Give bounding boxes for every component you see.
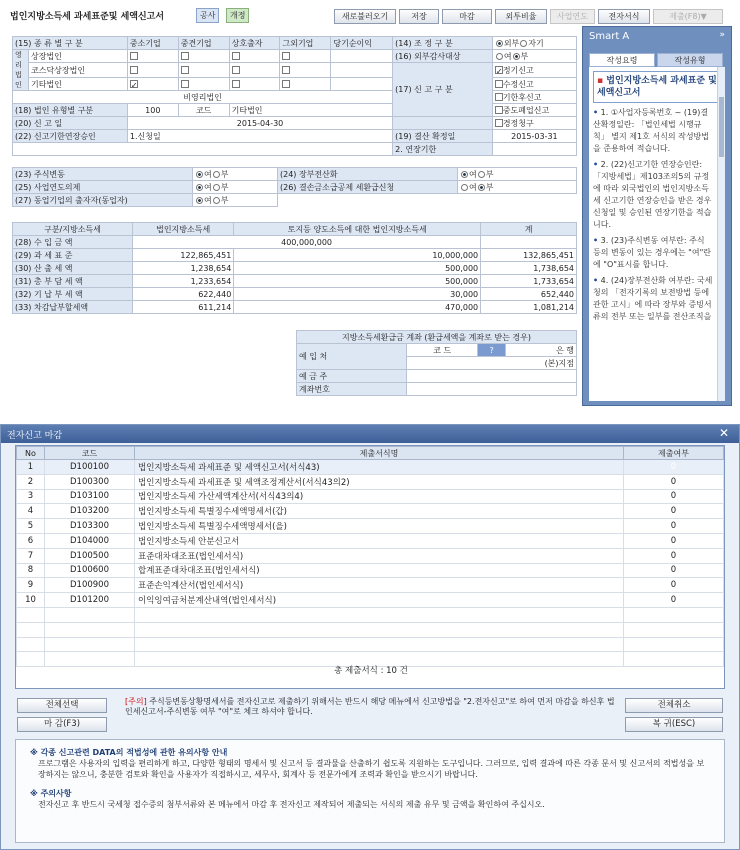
- tax-row-label: (33) 차감납부할세액: [13, 301, 133, 314]
- checkbox[interactable]: [181, 66, 189, 74]
- badge-blue[interactable]: 공사: [196, 8, 219, 23]
- foreign-ratio-button[interactable]: 외투비율: [495, 9, 547, 24]
- r18-name: 기타법인: [229, 104, 393, 117]
- reload-button[interactable]: 새로불러오기: [334, 9, 396, 24]
- caution-body: 전자신고 후 반드시 국세청 접수증의 첨부서류와 본 메뉴에서 마감 후 전자신고 제작되어 제출되는 서식의 제출 유무 및 금액을 확인하여 주십시오.: [38, 800, 545, 809]
- checkbox-amended[interactable]: [495, 80, 503, 88]
- row-kosdaq: 코스닥상장법인: [29, 63, 128, 78]
- table-row[interactable]: 6 D104000 법인지방소득세 안분신고서 0: [17, 533, 724, 548]
- table-row[interactable]: 4 D103200 법인지방소득세 특별징수세액명세서(갑) 0: [17, 504, 724, 519]
- col-submitted[interactable]: 제출여부: [624, 447, 724, 460]
- refund-account-field[interactable]: [407, 383, 577, 396]
- table-row[interactable]: 3 D103100 법인지방소득세 가산세액계산서(서식43의4) 0: [17, 489, 724, 504]
- smart-scrollbar[interactable]: [717, 67, 725, 401]
- r18-code-label: 코드: [178, 104, 229, 117]
- submit-dropdown-button[interactable]: 제출(F8)▼: [653, 9, 723, 24]
- r19-value[interactable]: 2015-03-31: [492, 130, 576, 143]
- tax-header: 법인지방소득세: [133, 223, 234, 236]
- r20-value[interactable]: 2015-04-30: [127, 117, 392, 130]
- tax-cell: 1,733,654: [481, 275, 577, 288]
- r26-label: (26) 결손금소급공제 세환급신청: [278, 181, 458, 194]
- dialog-title: 전자신고 마감: [7, 431, 63, 441]
- caution-heading: ※ 주의사항: [30, 789, 72, 798]
- radio-r14-self[interactable]: [520, 40, 527, 47]
- table-row[interactable]: 7 D100500 표준대차대조표(법인세서식) 0: [17, 548, 724, 563]
- radio-r16-yes[interactable]: [496, 53, 503, 60]
- col-sme: 중소기업: [127, 37, 178, 50]
- r19-label: (19) 결산 확정일: [393, 130, 493, 143]
- tax-cell: 132,865,451: [481, 249, 577, 262]
- form-list-grid: [15, 445, 725, 689]
- refund-title: 지방소득세환급금 계좌 (환급세액을 계좌로 받는 경우): [297, 331, 577, 344]
- checkbox-closure[interactable]: [495, 106, 503, 114]
- warning-text: [주의] 주식등변동상황명세서를 전자신고로 제출하기 위해서는 반드시 해당 메뉴에서 신고방법을 "2.전자신고"로 하여 먼저 마감을 하신후 법인세신고서-주식변동 여부 "여"로 체크 하셔야 합니다.: [125, 697, 615, 716]
- checkbox-late[interactable]: [495, 93, 503, 101]
- notice-box: [15, 739, 725, 843]
- r14-label: (14) 조 정 구 분: [393, 37, 493, 50]
- radio-r16-no[interactable]: [513, 53, 520, 60]
- radio-yes[interactable]: [196, 184, 203, 191]
- radio-yes[interactable]: [461, 171, 468, 178]
- checkbox[interactable]: [232, 66, 240, 74]
- smart-tabs: [589, 53, 725, 67]
- tip-item: • 3. (23)주식변동 여부란: 주식 등의 변동이 있는 경우에는 "여"란에 "O"표시를 합니다.: [593, 236, 711, 269]
- tax-row-label: (29) 과 세 표 준: [13, 249, 133, 262]
- checkbox[interactable]: [181, 80, 189, 88]
- r16-label: (16) 외부감사대상: [393, 50, 493, 63]
- tax-table: [12, 222, 577, 314]
- checkbox[interactable]: [181, 52, 189, 60]
- table-row[interactable]: 10 D101200 이익잉여금처분계산내역(법인세서식) 0: [17, 593, 724, 608]
- total-count: 총 제출서식 : 10 건: [334, 666, 408, 676]
- tax-cell: 652,440: [481, 288, 577, 301]
- e-form-button[interactable]: 전자서식: [598, 9, 650, 24]
- tax-cell[interactable]: 1,238,654: [133, 262, 234, 275]
- checkbox[interactable]: [282, 80, 290, 88]
- refund-branch-label: (본)지점: [407, 357, 577, 370]
- notice-heading: ※ 각종 신고관련 DATA의 적법성에 관한 유의사항 안내: [30, 748, 228, 757]
- efile-close-dialog: [0, 424, 740, 850]
- select-all-button[interactable]: 전체선택: [17, 698, 107, 713]
- r14-options[interactable]: 외부 자기: [492, 37, 576, 50]
- tax-cell[interactable]: 500,000: [234, 262, 481, 275]
- radio-r14-external[interactable]: [496, 40, 503, 47]
- collapse-icon[interactable]: »: [719, 30, 725, 40]
- radio-yes[interactable]: [196, 171, 203, 178]
- table-row[interactable]: 2 D100300 법인지방소득세 과세표준 및 세액조정계산서(서식43의2) 0: [17, 474, 724, 489]
- company-type-table: (15) 종 류 별 구 분 중소기업 중견기업 상호출자 그외기업 당기순이익 (14) 조 정 구 분 외부 자기 영리법인 상장법인 (16) 외부감사대상 여 부 코스닥상장법인 (17) 신 고 구 분 ✓정기신고 기타법인 ✓ 수정신고 비영리법인 기한후신고 (18) 법인 유형별 구분 100 코드 기타법인 중도폐업신고 (20) 신 고 일 2015-04-30 경정청구 (22) 신고기한연장승인 1.신청일 (19) 결산 확정일 2015-03-31 2. 연장기한: [12, 36, 577, 156]
- col-no[interactable]: No: [17, 447, 45, 460]
- close-period-button[interactable]: 마감: [442, 9, 492, 24]
- checkbox[interactable]: ✓: [130, 81, 138, 90]
- smart-heading: ▪ 법인지방소득세 과세표준 및 세액신고서: [593, 71, 721, 103]
- tax-header: 토지등 양도소득에 대한 법인지방소득세: [234, 223, 481, 236]
- smart-a-title: Smart A: [589, 31, 630, 42]
- tax-row-label: (30) 산 출 세 액: [13, 262, 133, 275]
- r15-label: (15) 종 류 별 구 분: [13, 37, 128, 50]
- tax-cell[interactable]: 10,000,000: [234, 249, 481, 262]
- main-form-window: [0, 0, 740, 408]
- fiscal-year-button[interactable]: 사업연도: [550, 9, 595, 24]
- checkbox[interactable]: [232, 80, 240, 88]
- tax-cell[interactable]: 611,214: [133, 301, 234, 314]
- notice-body: 프로그램은 사용자의 입력을 편리하게 하고, 다양한 형태의 명세서 및 신고서 등 결과물을 산출하기 쉽도록 지원하는 도구입니다. 그러므로, 입력 결과에 따른 각종 문서 및 신고서의 적법성을 보장하지는 않으니, 충분한 검토와 확인을 사용자가 직접하시고, 세무사, 회계사 등 전문가에게 조력과 확인을 받으시기 바랍니다.: [38, 759, 705, 779]
- tax-cell[interactable]: 500,000: [234, 275, 481, 288]
- tax-cell[interactable]: 1,233,654: [133, 275, 234, 288]
- tip-item: • 1. ①사업자등록번호 ~ (19)결산확정일란: 「법인세법 시행규칙」 별지 제1호 서식의 작성방법을 준용하여 적습니다.: [593, 108, 709, 153]
- radio-no[interactable]: [213, 184, 220, 191]
- smart-a-panel: [582, 26, 732, 406]
- radio-no[interactable]: [478, 171, 485, 178]
- refund-holder-label: 예 금 주: [297, 370, 407, 383]
- table-row[interactable]: 5 D103300 법인지방소득세 특별징수세액명세서(을) 0: [17, 519, 724, 534]
- tax-cell: 1,081,214: [481, 301, 577, 314]
- radio-no[interactable]: [213, 171, 220, 178]
- dialog-title-bar: [1, 425, 739, 443]
- close-f3-button[interactable]: 마 감(F3): [17, 717, 107, 732]
- r22-label: (22) 신고기한연장승인: [13, 130, 128, 143]
- tax-cell[interactable]: 470,000: [234, 301, 481, 314]
- tax-header: 계: [481, 223, 577, 236]
- tax-cell[interactable]: 400,000,000: [133, 236, 481, 249]
- col-crossholding: 상호출자: [229, 37, 280, 50]
- save-button[interactable]: 저장: [399, 9, 439, 24]
- radio-no[interactable]: [213, 197, 220, 204]
- r23-label: (23) 주식변동: [13, 168, 193, 181]
- empty-row: [17, 607, 724, 622]
- cancel-all-button[interactable]: 전체취소: [625, 698, 723, 713]
- r24-label: (24) 장부전산화: [278, 168, 458, 181]
- table-row[interactable]: 9 D100900 표준손익계산서(법인세서식) 0: [17, 578, 724, 593]
- yn-table: (23) 주식변동 여 부 (24) 장부전산화 여 부 (25) 사업연도의제 여 부 (26) 결손금소급공제 세환급신청 여 부 (27) 동업기업의 출자자(동업자) 여 부: [12, 167, 577, 207]
- checkbox[interactable]: [130, 52, 138, 60]
- tax-row-label: (28) 수 입 금 액: [13, 236, 133, 249]
- refund-bank-label2: 은 행: [506, 344, 577, 357]
- tax-row-label: (31) 총 부 담 세 액: [13, 275, 133, 288]
- profit-corp-label: 영리법인: [13, 50, 29, 91]
- r27-label: (27) 동업기업의 출자자(동업자): [13, 194, 193, 207]
- table-row[interactable]: 8 D100600 합계표준대차대조표(법인세서식) 0: [17, 563, 724, 578]
- row-other-corp: 기타법인: [29, 78, 128, 91]
- return-esc-button[interactable]: 복 귀(ESC): [625, 717, 723, 732]
- tax-cell[interactable]: 122,865,451: [133, 249, 234, 262]
- r22b-label: 2. 연장기한: [393, 143, 493, 156]
- badge-green[interactable]: 개정: [226, 8, 249, 23]
- r18-label: (18) 법인 유형별 구분: [13, 104, 128, 117]
- empty-row: [17, 637, 724, 652]
- table-row[interactable]: 1 D100100 법인지방소득세 과세표준 및 세액신고서(서식43) 0: [17, 460, 724, 475]
- r20-label: (20) 신 고 일: [13, 117, 128, 130]
- refund-account-label: 계좌번호: [297, 383, 407, 396]
- checkbox[interactable]: [232, 52, 240, 60]
- row-nonprofit: 비영리법인: [13, 91, 393, 104]
- checkbox[interactable]: [130, 66, 138, 74]
- tax-header: 구분/지방소득세: [13, 223, 133, 236]
- empty-row: [17, 622, 724, 637]
- r18-value[interactable]: 100: [127, 104, 178, 117]
- col-form-name[interactable]: 제출서식명: [135, 447, 624, 460]
- tax-cell[interactable]: 622,440: [133, 288, 234, 301]
- col-midsize: 중견기업: [178, 37, 229, 50]
- col-other: 그외기업: [280, 37, 331, 50]
- row-listed: 상장법인: [29, 50, 128, 63]
- refund-holder-field[interactable]: [407, 370, 577, 383]
- tax-cell[interactable]: 30,000: [234, 288, 481, 301]
- tab-writing-guide[interactable]: 작성요령: [589, 53, 655, 67]
- checkbox[interactable]: [282, 66, 290, 74]
- checkbox-correction[interactable]: [495, 119, 503, 127]
- tab-writing-type[interactable]: 작성유형: [657, 53, 723, 67]
- r22-value[interactable]: 1.신청일: [127, 130, 392, 143]
- help-icon[interactable]: ?: [477, 344, 505, 357]
- radio-yes[interactable]: [461, 184, 468, 191]
- checkbox[interactable]: [282, 52, 290, 60]
- radio-no[interactable]: [478, 184, 485, 191]
- smart-content: [589, 67, 725, 401]
- r17-label: (17) 신 고 구 분: [393, 63, 493, 117]
- tip-item: • 2. (22)신고기한 연장승인란: 「지방세법」제103조의5의 규정에 따라 외국법인의 법인지방소득세 신고기한 연장승인을 받은 경우 신청일 및 승인된 연장기한을 적습니다.: [593, 160, 712, 229]
- tax-row-label: (32) 기 납 부 세 액: [13, 288, 133, 301]
- tip-item: • 4. (24)장부전산화 여부란: 국세청의 「전자기록의 보전방법 등에 관한 고시」에 따라 장부와 증빙서류의 전부 또는 일부를 전산조직을: [593, 276, 713, 321]
- close-icon[interactable]: ✕: [718, 426, 729, 440]
- col-netincome: 당기순이익: [331, 37, 393, 50]
- refund-account-table: [296, 330, 577, 396]
- r25-label: (25) 사업연도의제: [13, 181, 193, 194]
- checkbox-regular-filing[interactable]: ✓: [495, 67, 503, 76]
- radio-yes[interactable]: [196, 197, 203, 204]
- tax-cell: 1,738,654: [481, 262, 577, 275]
- refund-bank-label: 예 입 처: [297, 344, 407, 370]
- col-code[interactable]: 코드: [45, 447, 135, 460]
- form-title: 법인지방소득세 과세표준및 세액신고서: [10, 12, 165, 22]
- refund-code-label: 코 드: [407, 344, 478, 357]
